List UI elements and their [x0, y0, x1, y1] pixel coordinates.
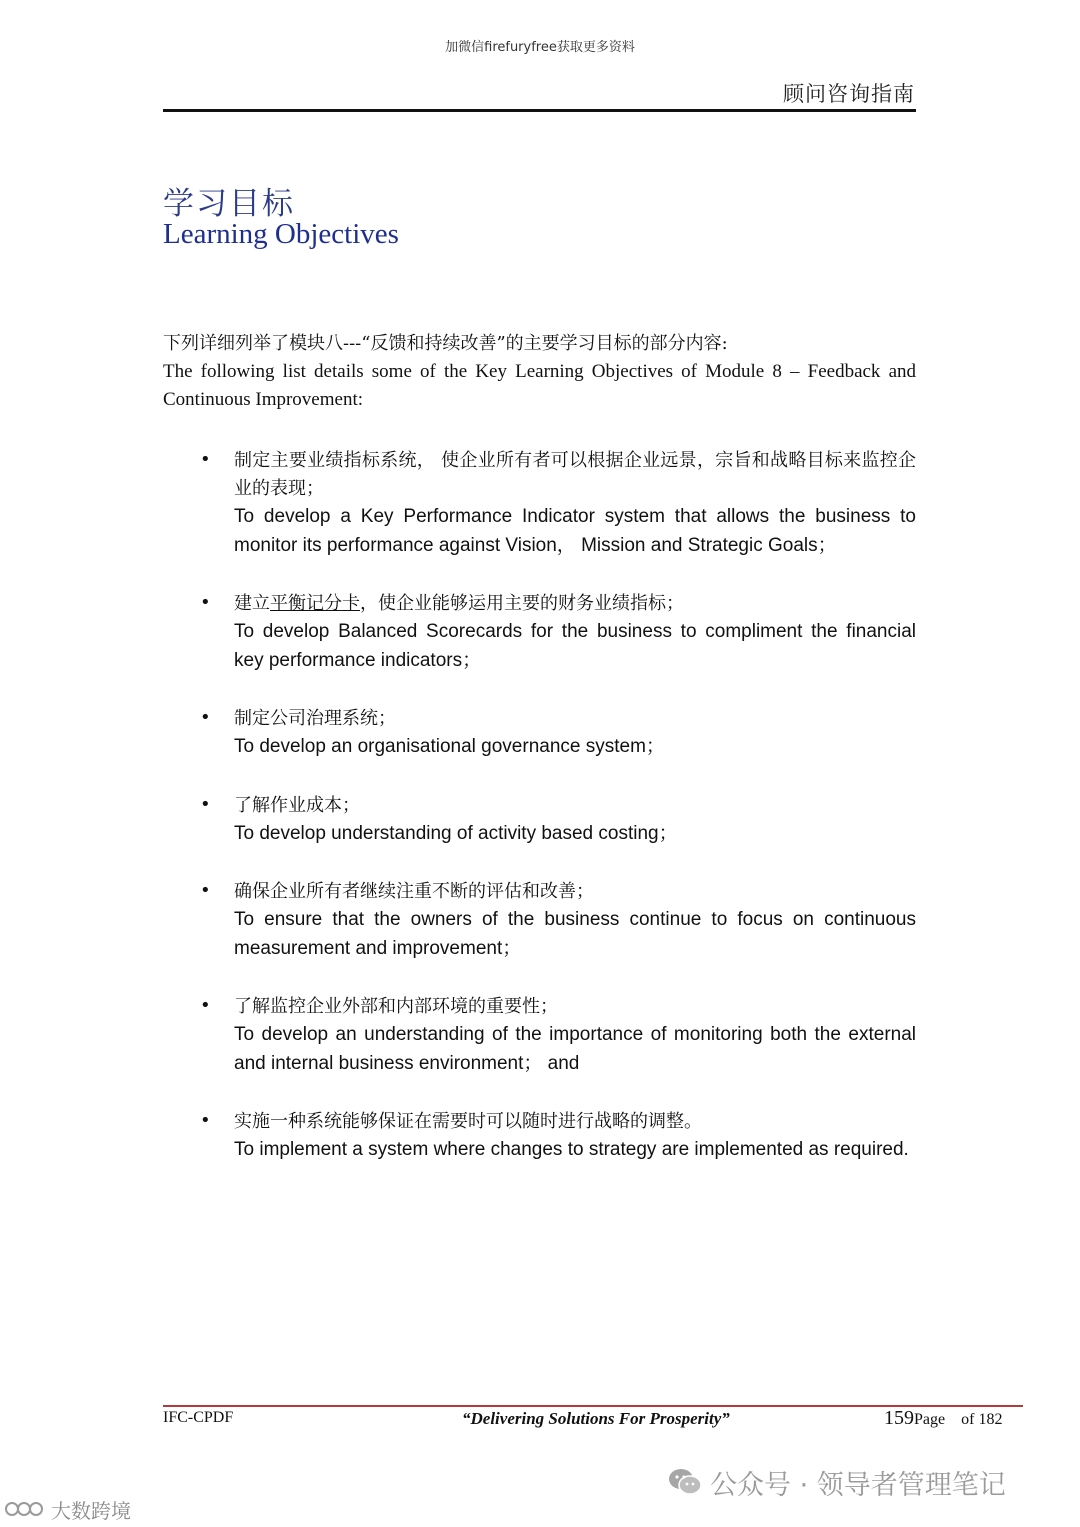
page-label: Page [914, 1411, 946, 1428]
intro-en: The following list details some of the Key Learning Objectives of Module 8 – Feedback and Continuous Improvement: [163, 361, 916, 410]
page-total: of 182 [961, 1411, 1003, 1428]
footer-doc-code: IFC-CPDF [163, 1409, 234, 1426]
corner-watermark [4, 1494, 131, 1524]
corner-watermark-text: 大数跨境 [51, 1498, 131, 1523]
objective-zh-part: ，使企业能够运用主要的财务业绩指标； [360, 593, 684, 614]
bullet-icon: • [200, 995, 211, 1016]
objective-zh: 了解监控企业外部和内部环境的重要性； [234, 996, 558, 1017]
objective-zh: 制定公司治理系统； [234, 708, 396, 729]
objective-zh: 制定主要业绩指标系统， 使企业所有者可以根据企业远景，宗旨和战略目标来监控企业的表现； [234, 450, 916, 499]
list-item [200, 705, 916, 762]
objective-zh: 实施一种系统能够保证在需要时可以随时进行战略的调整。 [234, 1111, 702, 1132]
objective-zh: 了解作业成本； [234, 794, 360, 816]
objectives-list [200, 447, 916, 1195]
objective-en: To develop understanding of activity based costing； [234, 822, 678, 844]
page-title-zh: 学习目标 [163, 186, 295, 222]
wechat-watermark [668, 1460, 1006, 1504]
page-title-en: Learning Objectives [163, 218, 399, 250]
objective-zh [234, 590, 916, 618]
objective-zh: 确保企业所有者继续注重不断的评估和改善； [234, 881, 594, 902]
underlined-term: 平衡记分卡 [270, 593, 360, 614]
page-number [884, 1407, 1002, 1430]
page-number-value: 159 [884, 1407, 914, 1429]
header-rule [163, 109, 916, 112]
footer-slogan: “Delivering Solutions For Prosperity” [462, 1409, 730, 1428]
intro-paragraph [163, 330, 916, 414]
bullet-icon: • [200, 880, 211, 901]
list-item [200, 1108, 916, 1165]
list-item [200, 590, 916, 675]
list-item [200, 447, 916, 560]
objective-en: To implement a system where changes to strategy are implemented as required. [234, 1139, 909, 1160]
objective-zh-part: 建立 [234, 593, 270, 614]
objective-en: To develop a Key Performance Indicator system that allows the business to monitor its performance against Vision， Mission and Strategic Goals； [234, 506, 916, 556]
wechat-watermark-text: 公众号 · 领导者管理笔记 [710, 1469, 1006, 1501]
bullet-icon: • [200, 793, 211, 815]
objective-en: To develop an organisational governance system； [234, 736, 665, 757]
intro-zh: 下列详细列举了模块八---“反馈和持续改善”的主要学习目标的部分内容: [163, 333, 728, 354]
list-item [200, 993, 916, 1078]
list-item [200, 878, 916, 963]
objective-en: To develop an understanding of the importance of monitoring both the external and internal business environment； and [234, 1024, 916, 1074]
bullet-icon: • [200, 1110, 211, 1131]
bullet-icon: • [200, 707, 211, 728]
header-title: 顾问咨询指南 [783, 82, 915, 106]
bullet-icon: • [200, 592, 211, 613]
logo-icon [4, 1498, 46, 1520]
top-watermark: 加微信firefuryfree获取更多资料 [445, 40, 635, 55]
objective-en: To ensure that the owners of the business continue to focus on continuous measurement and improvement； [234, 909, 916, 959]
objective-en: To develop Balanced Scorecards for the business to compliment the financial key performance indicators； [234, 621, 916, 671]
wechat-icon [668, 1467, 702, 1497]
bullet-icon: • [200, 449, 211, 470]
list-item [200, 792, 916, 849]
